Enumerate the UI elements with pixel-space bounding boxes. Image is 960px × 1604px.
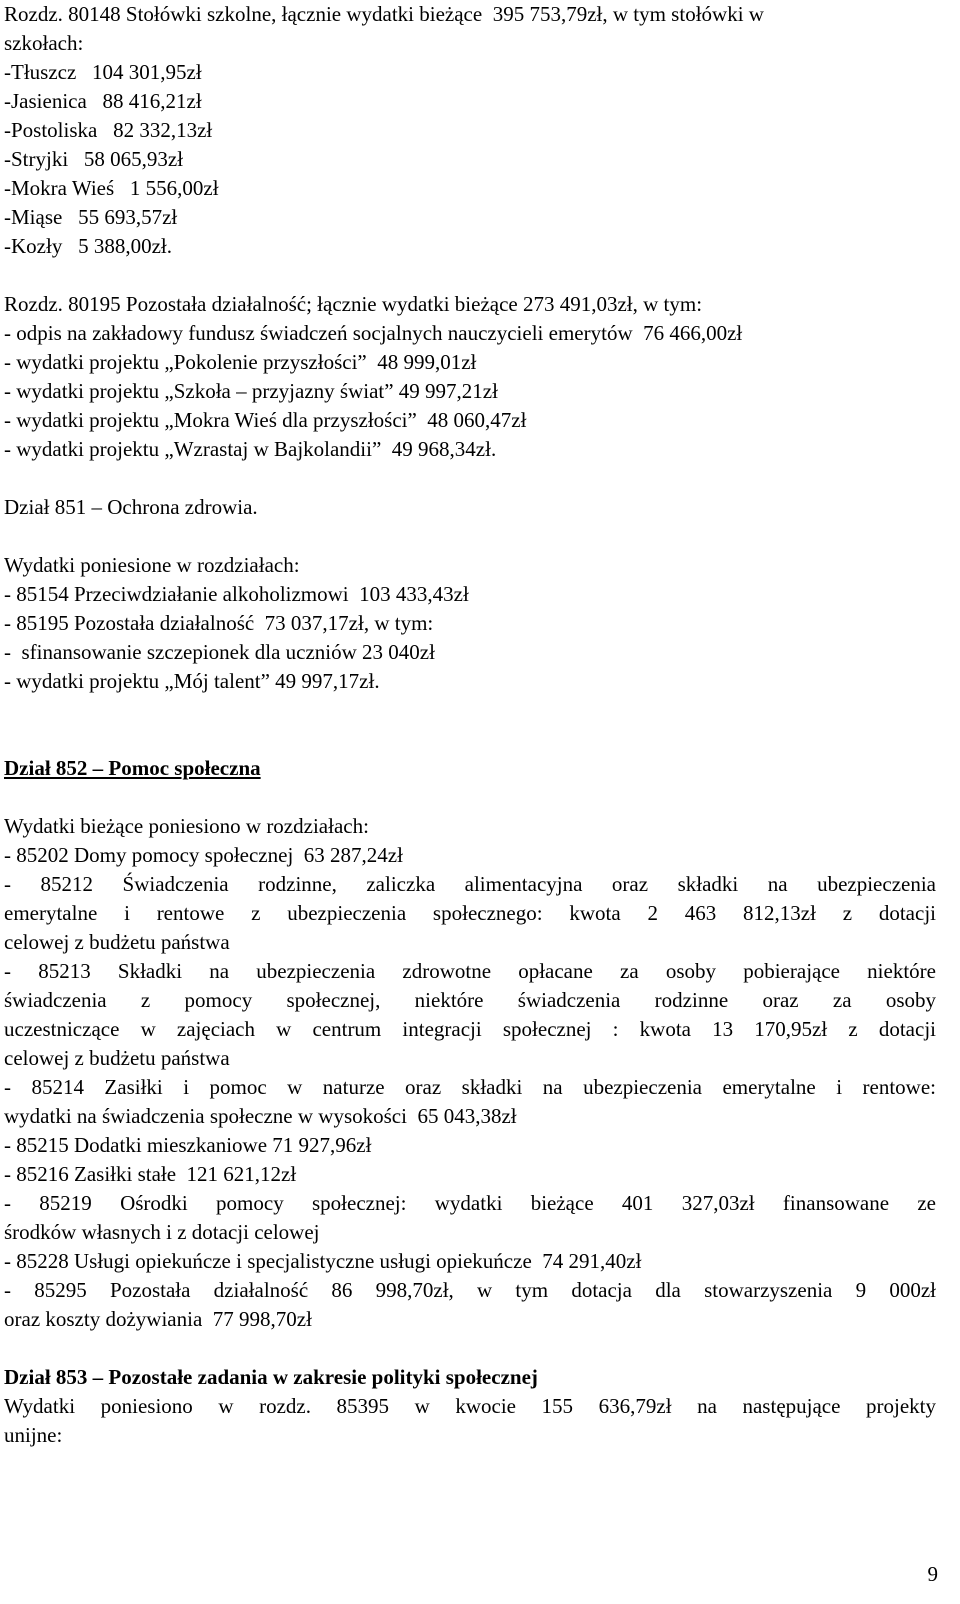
list-item: emerytalne i rentowe z ubezpieczenia społecznego: kwota 2 463 812,13zł z dotacji	[4, 901, 936, 925]
spacer	[4, 522, 936, 551]
list-item: oraz koszty dożywiania 77 998,70zł	[4, 1307, 312, 1331]
dzial-852-heading: Dział 852 – Pomoc społeczna	[4, 756, 261, 780]
list-item: - 85214 Zasiłki i pomoc w naturze oraz składki na ubezpieczenia emerytalne i rentowe:	[4, 1075, 936, 1099]
list-item: środków własnych i z dotacji celowej	[4, 1220, 320, 1244]
section-80148-intro-cont: szkołach:	[4, 31, 84, 55]
list-item: - wydatki projektu „Wzrastaj w Bajkolandii” 49 968,34zł.	[4, 437, 497, 461]
page-number: 9	[927, 1562, 938, 1586]
dzial-851-heading: Dział 851 – Ochrona zdrowia.	[4, 495, 258, 519]
list-item: - 85219 Ośrodki pomocy społecznej: wydatki bieżące 401 327,03zł finansowane ze	[4, 1191, 936, 1215]
spacer	[4, 783, 936, 812]
spacer	[4, 725, 936, 754]
list-item: - sfinansowanie szczepionek dla uczniów 23 040zł	[4, 640, 435, 664]
list-item: -Tłuszcz 104 301,95zł	[4, 60, 202, 84]
section-80148	[4, 0, 936, 261]
spacer	[4, 1334, 936, 1363]
list-item: - 85213 Składki na ubezpieczenia zdrowotne opłacane za osoby pobierające niektóre	[4, 959, 936, 983]
dzial-853-heading: Dział 853 – Pozostałe zadania w zakresie polityki społecznej	[4, 1365, 538, 1389]
spacer	[4, 696, 936, 725]
spacer	[4, 464, 936, 493]
list-item: -Postoliska 82 332,13zł	[4, 118, 213, 142]
list-item: wydatki na świadczenia społeczne w wysokości 65 043,38zł	[4, 1104, 517, 1128]
section-80148-intro: Rozdz. 80148 Stołówki szkolne, łącznie wydatki bieżące 395 753,79zł, w tym stołówki w	[4, 2, 764, 26]
dzial-851-intro: Wydatki poniesione w rozdziałach:	[4, 553, 300, 577]
list-item: celowej z budżetu państwa	[4, 1046, 230, 1070]
list-item: - 85215 Dodatki mieszkaniowe 71 927,96zł	[4, 1133, 372, 1157]
list-item: - 85195 Pozostała działalność 73 037,17zł, w tym:	[4, 611, 434, 635]
dzial-853	[4, 1363, 936, 1450]
list-item: - 85295 Pozostała działalność 86 998,70zł, w tym dotacja dla stowarzyszenia 9 000zł	[4, 1278, 936, 1302]
section-80195-intro: Rozdz. 80195 Pozostała działalność; łącznie wydatki bieżące 273 491,03zł, w tym:	[4, 292, 703, 316]
list-item: - odpis na zakładowy fundusz świadczeń socjalnych nauczycieli emerytów 76 466,00zł	[4, 321, 743, 345]
list-item: -Miąse 55 693,57zł	[4, 205, 178, 229]
dzial-852	[4, 754, 936, 1334]
list-item: - wydatki projektu „Szkoła – przyjazny świat” 49 997,21zł	[4, 379, 498, 403]
dzial-852-intro: Wydatki bieżące poniesiono w rozdziałach:	[4, 814, 369, 838]
list-item: - 85202 Domy pomocy społecznej 63 287,24zł	[4, 843, 403, 867]
spacer	[4, 261, 936, 290]
document-page	[4, 0, 936, 1450]
section-80195	[4, 290, 936, 464]
list-item: - 85228 Usługi opiekuńcze i specjalistyczne usługi opiekuńcze 74 291,40zł	[4, 1249, 642, 1273]
list-item: -Mokra Wieś 1 556,00zł	[4, 176, 219, 200]
dzial-853-text: Wydatki poniesiono w rozdz. 85395 w kwocie 155 636,79zł na następujące projekty	[4, 1394, 936, 1418]
list-item: celowej z budżetu państwa	[4, 930, 230, 954]
list-item: -Jasienica 88 416,21zł	[4, 89, 202, 113]
list-item: - wydatki projektu „Mokra Wieś dla przyszłości” 48 060,47zł	[4, 408, 527, 432]
list-item: - 85154 Przeciwdziałanie alkoholizmowi 103 433,43zł	[4, 582, 469, 606]
list-item: - 85216 Zasiłki stałe 121 621,12zł	[4, 1162, 297, 1186]
dzial-853-text-cont: unijne:	[4, 1423, 63, 1447]
list-item: - 85212 Świadczenia rodzinne, zaliczka alimentacyjna oraz składki na ubezpieczenia	[4, 872, 936, 896]
list-item: uczestniczące w zajęciach w centrum integracji społecznej : kwota 13 170,95zł z dotacji	[4, 1017, 936, 1041]
list-item: -Kozły 5 388,00zł.	[4, 234, 172, 258]
list-item: - wydatki projektu „Pokolenie przyszłości” 48 999,01zł	[4, 350, 477, 374]
dzial-851	[4, 493, 936, 696]
list-item: - wydatki projektu „Mój talent” 49 997,17zł.	[4, 669, 380, 693]
list-item: świadczenia z pomocy społecznej, niektóre świadczenia rodzinne oraz za osoby	[4, 988, 936, 1012]
list-item: -Stryjki 58 065,93zł	[4, 147, 184, 171]
